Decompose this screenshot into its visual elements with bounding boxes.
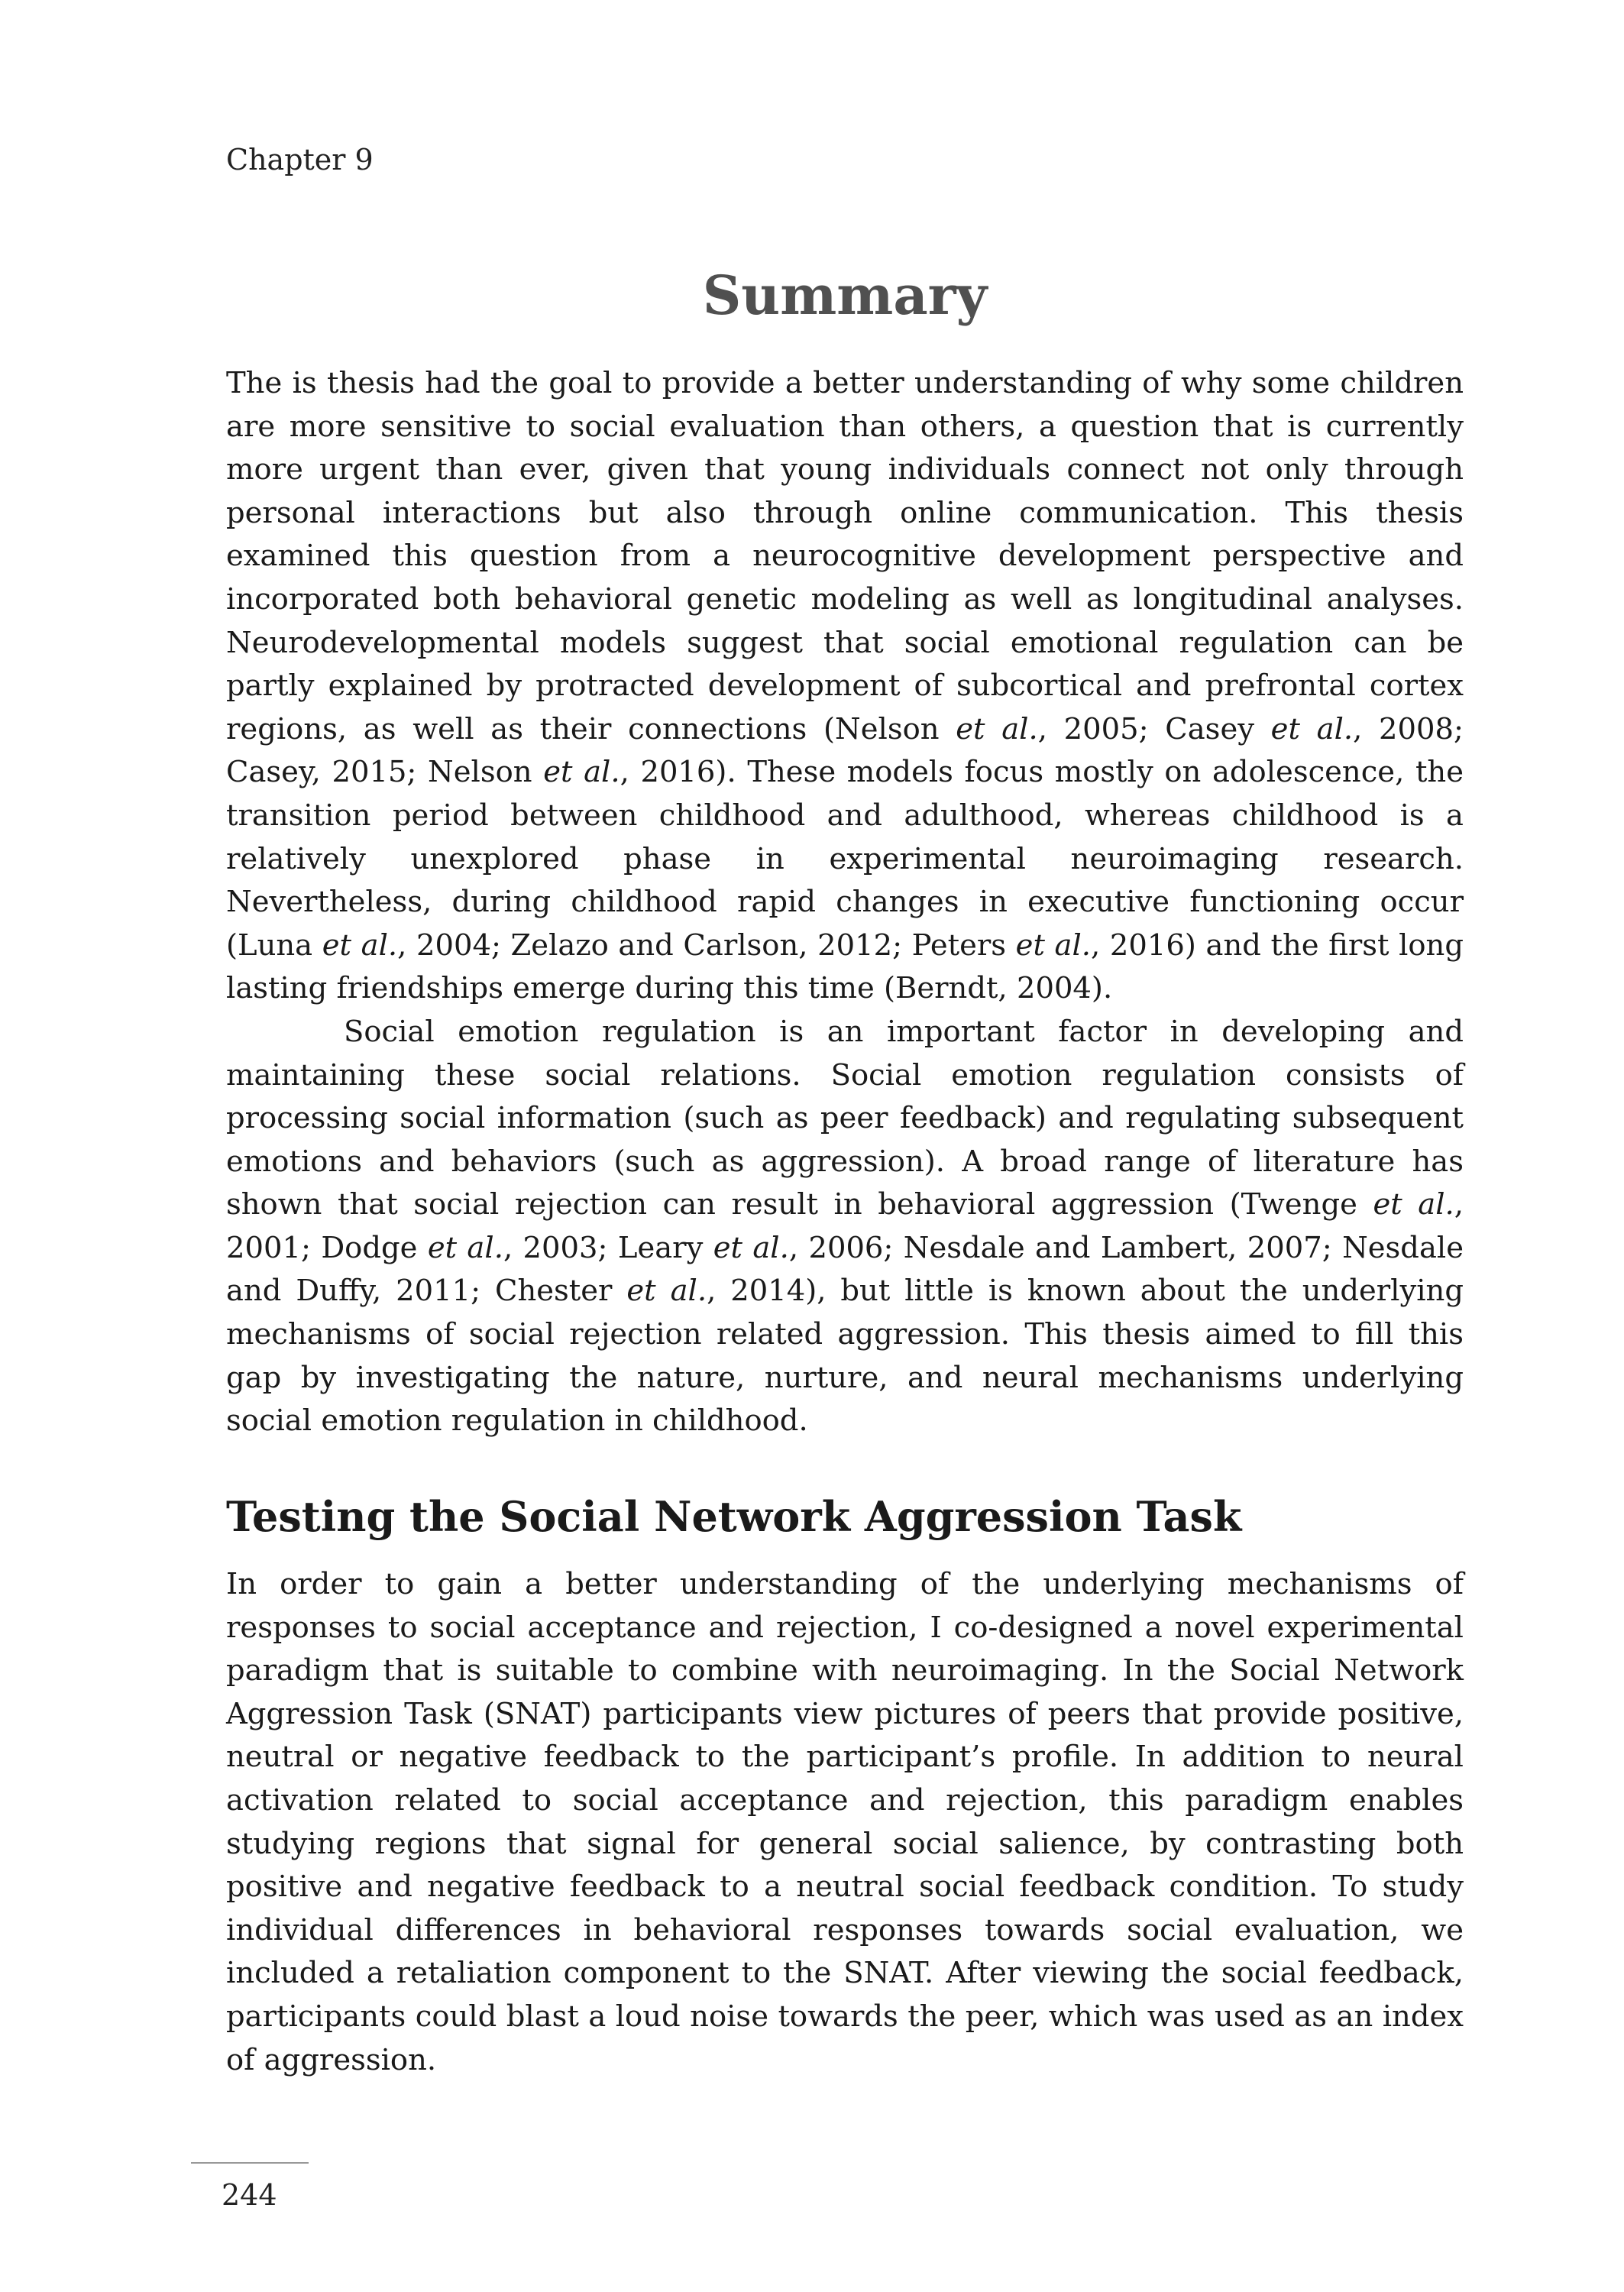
summary-body	[226, 362, 1464, 1443]
paragraph-1: The is thesis had the goal to provide a better understanding of why some children are more sensitive to social evaluation than others, a question that is currently more urgent than ever, given that young individuals connect not only through personal interactions but also through online communication. This thesis examined this question from a neurocognitive development perspective and incorporated both behavioral genetic modeling as well as longitudinal analyses. Neurodevelopmental models suggest that social emotional regulation can be partly explained by protracted development of subcortical and prefrontal cortex regions, as well as their connections (Nelson et al., 2005; Casey et al., 2008; Casey, 2015; Nelson et al., 2016). These models focus mostly on adolescence, the transition period between childhood and adulthood, whereas childhood is a relatively unexplored phase in experimental neuroimaging research. Nevertheless, during childhood rapid changes in executive functioning occur (Luna et al., 2004; Zelazo and Carlson, 2012; Peters et al., 2016) and the first long lasting friendships emerge during this time (Berndt, 2004).	[226, 366, 1464, 1006]
paragraph-3: In order to gain a better understanding of the underlying mechanisms of responses to social acceptance and rejection, I co-designed a novel experimental paradigm that is suitable to combine with neuroimaging. In the Social Network Aggression Task (SNAT) participants view pictures of peers that provide positive, neutral or negative feedback to the participant’s profile. In addition to neural activation related to social acceptance and rejection, this paradigm enables studying regions that signal for general social salience, by contrasting both positive and negative feedback to a neutral social feedback condition. To study individual differences in behavioral responses towards social evaluation, we included a retaliation component to the SNAT. After viewing the social feedback, participants could blast a loud noise towards the peer, which was used as an index of aggression.	[226, 1567, 1464, 2077]
footer-divider	[191, 2162, 309, 2164]
running-head: Chapter 9	[226, 143, 374, 176]
page-number: 244	[222, 2178, 277, 2212]
paragraph-2: Social emotion regulation is an important factor in developing and maintaining these social relations. Social emotion regulation consists of processing social information (such as peer feedback) and regulating subsequent emotions and behaviors (such as aggression). A broad range of literature has shown that social rejection can result in behavioral aggression (Twenge et al., 2001; Dodge et al., 2003; Leary et al., 2006; Nesdale and Lambert, 2007; Nesdale and Duffy, 2011; Chester et al., 2014), but little is known about the underlying mechanisms of social rejection related aggression. This thesis aimed to fill this gap by investigating the nature, nurture, and neural mechanisms underlying social emotion regulation in childhood.	[226, 1014, 1464, 1439]
section-heading: Testing the Social Network Aggression Task	[226, 1492, 1242, 1541]
section-body	[226, 1563, 1464, 2082]
page-title: Summary	[702, 264, 988, 327]
